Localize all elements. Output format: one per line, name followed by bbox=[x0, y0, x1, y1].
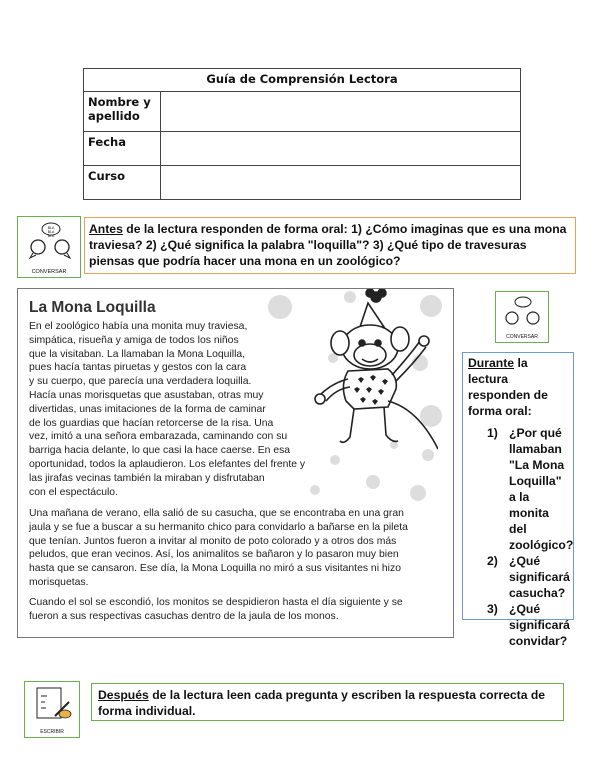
name-field[interactable] bbox=[161, 92, 521, 132]
conversation-icon bbox=[18, 217, 80, 267]
after-text: de la lectura leen cada pregunta y escriben la respuesta correcta de forma individual. bbox=[98, 688, 546, 718]
header-table bbox=[83, 68, 521, 200]
after-reading-box bbox=[91, 683, 564, 721]
date-field[interactable] bbox=[161, 132, 521, 166]
story-paragraph-2: Una mañana de verano, ella salió de su casucha, que se encontraba en una gran jaula y se fue a buscar a su hermanito chico para convidarlo a bañarse en la pileta que tenían. Juntos fueron a invitar al monito de poto colorado y a otros dos más peludos, que eran vecinos. Así, los animalitos se bañaron y lo pasaron muy bien hasta que se cansaron. Ese día, la Mona Loquilla no miró a sus visitantes ni hizo morisquetas. bbox=[29, 508, 408, 588]
before-lead: Antes bbox=[89, 222, 123, 236]
conversar-label: CONVERSAR bbox=[31, 269, 67, 275]
before-reading-box bbox=[84, 217, 576, 274]
course-label: Curso bbox=[84, 166, 161, 200]
question-item: 3) ¿Qué significará convidar? bbox=[487, 602, 570, 648]
during-lead: Durante bbox=[468, 356, 515, 370]
conversar-label-2: CONVERSAR bbox=[506, 334, 538, 340]
during-reading-box bbox=[462, 352, 574, 648]
conversation-icon-2 bbox=[496, 292, 548, 334]
after-lead: Después bbox=[98, 688, 149, 702]
story-panel bbox=[17, 288, 454, 638]
page-title: Guía de Comprensión Lectora bbox=[84, 69, 521, 92]
writing-icon bbox=[25, 682, 79, 726]
course-field[interactable] bbox=[161, 166, 521, 200]
question-item: 2) ¿Qué significará casucha? bbox=[487, 554, 570, 600]
escribir-icon-box bbox=[24, 681, 80, 738]
story-paragraph-3: Cuando el sol se escondió, los monitos se despidieron hasta el día siguiente y se fueron a sus respectivas casuchas dentro de la jaula de los monos. bbox=[29, 597, 403, 622]
during-intro bbox=[463, 353, 573, 425]
bubble-text: BLA BLA BLA bbox=[47, 226, 55, 238]
escribir-label: ESCRIBIR bbox=[40, 729, 64, 735]
story-paragraph-1: En el zoológico había una monita muy traviesa, simpática, risueña y amiga de todos los niños que la visitaban. La llamaban la Mona Loquilla, pues hacía tantas piruetas y gestos con la cara y su cuerpo, que parecía una verdadera loquilla. Hacía unas morisquetas que asustaban, otras muy divertidas, unas imitaciones de la forma de caminar de los guardias que hacían retorcerse de la risa. Una vez, imitó a una señora embarazada, caminando con su barriga hacia delante, lo que casi la hace caerse. En esa oportunidad, todos la aplaudieron. Los elefantes del frente y las jirafas vecinas también la miraban y disfrutaban con el espectáculo. bbox=[29, 321, 306, 498]
name-label: Nombre y apellido bbox=[84, 92, 161, 132]
story-title: La Mona Loquilla bbox=[29, 299, 156, 316]
before-text: de la lectura responden de forma oral: 1) ¿Cómo imaginas que es una mona traviesa? 2) ¿Qué significa la palabra "loquilla"? 3) ¿Qué tipo de travesuras piensas que podría hacer una mona en un zoológico? bbox=[89, 222, 567, 268]
question-item: 1) ¿Por qué llamaban "La Mona Loquilla" a la monita del zoológico? bbox=[487, 426, 574, 552]
conversar-icon-box-2 bbox=[495, 291, 549, 343]
during-text: la lectura responden de forma oral: bbox=[468, 356, 548, 418]
question-list bbox=[487, 425, 574, 649]
conversar-icon-box bbox=[17, 216, 81, 278]
date-label: Fecha bbox=[84, 132, 161, 166]
